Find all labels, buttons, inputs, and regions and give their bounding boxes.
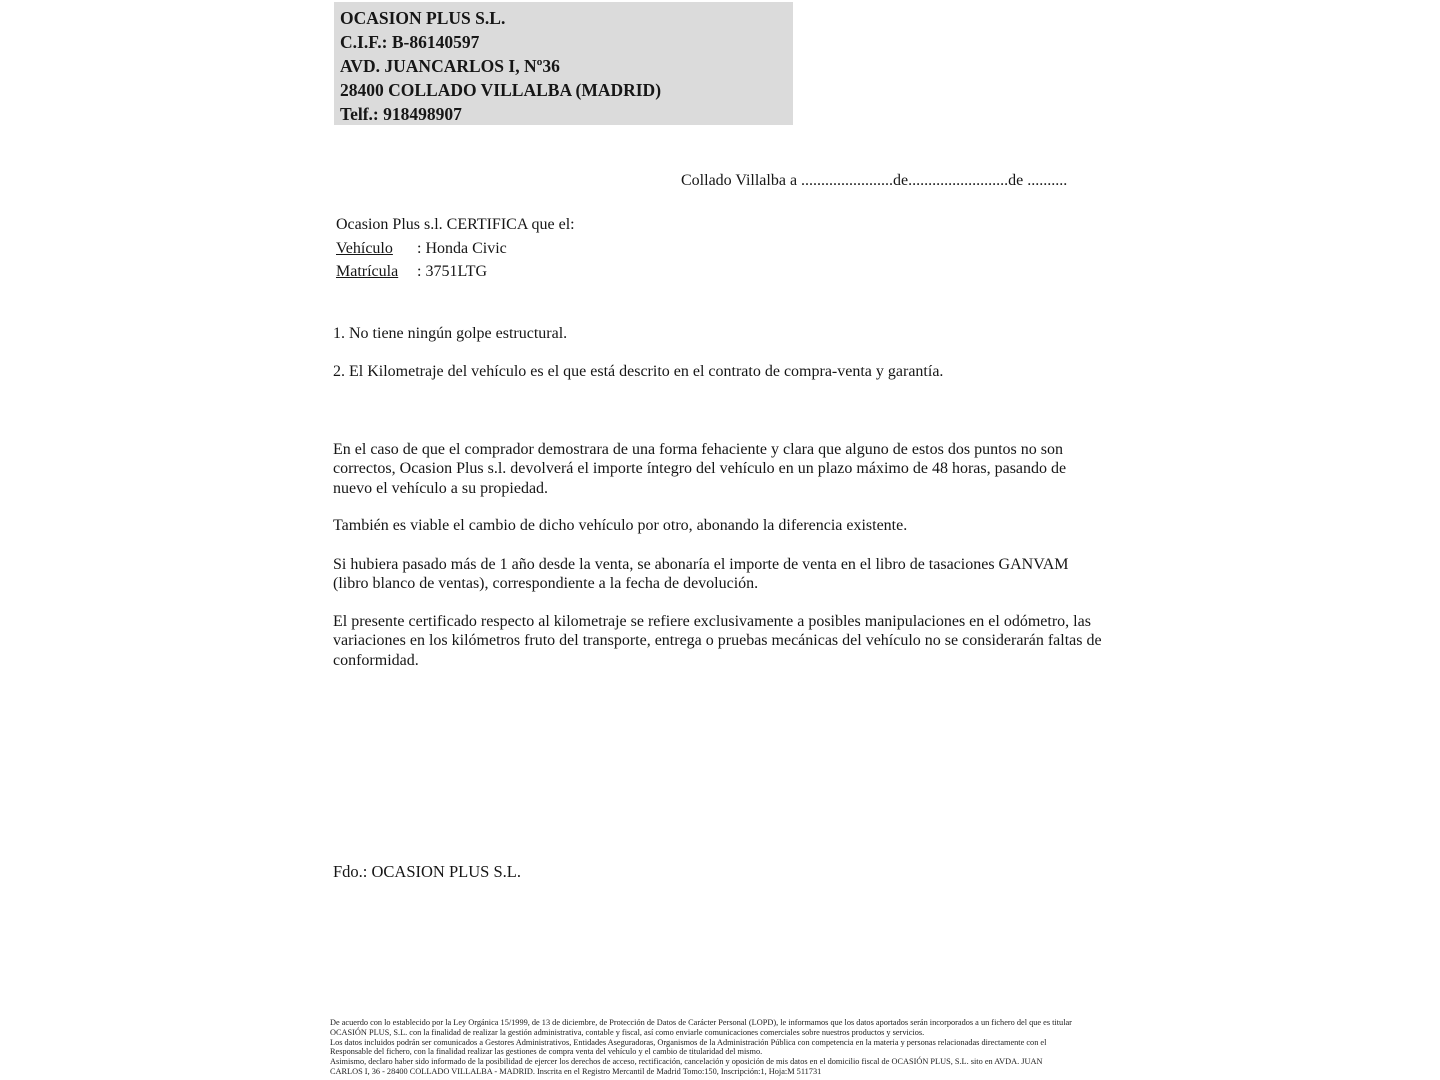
company-city: 28400 COLLADO VILLALBA (MADRID) [340, 80, 662, 100]
statement-structural: 1. No tiene ningún golpe estructural. [333, 325, 568, 342]
paragraph-odometer-disclaimer: El presente certificado respecto al kilometraje se refiere exclusivamente a posibles manipulaciones en el odómetro, las variaciones en los kilómetros fruto del transporte, entrega o pruebas mecánicas del vehículo no se considerarán faltas de conformidad. [333, 613, 1102, 669]
legal-line: Asimismo, declaro haber sido informado de la posibilidad de ejercer los derechos de acceso, rectificación, cancelación y oposición de mis datos en el domicilio fiscal de OCASIÓN PLUS, S.L. sito en AVDA. JUAN [330, 1057, 1043, 1067]
paragraph-exchange-option: También es viable el cambio de dicho vehículo por otro, abonando la diferencia existente. [333, 517, 908, 534]
company-phone: Telf.: 918498907 [340, 104, 462, 124]
company-address: AVD. JUANCARLOS I, Nº36 [340, 56, 560, 76]
paragraph-ganvam-valuation: Si hubiera pasado más de 1 año desde la venta, se abonaría el importe de venta en el libro de tasaciones GANVAM (libro blanco de ventas), correspondiente a la fecha de devolución. [333, 556, 1069, 593]
plate-label: Matrícula [336, 263, 399, 280]
plate-field [336, 263, 487, 281]
legal-line: De acuerdo con lo establecido por la Ley Orgánica 15/1999, de 13 de diciembre, de Protección de Datos de Carácter Personal (LOPD), le informamos que los datos aportados serán incorporados a un fichero del que es titular [330, 1018, 1072, 1027]
legal-line: Los datos incluidos podrán ser comunicados a Gestores Administrativos, Entidades Aseguradoras, Organismos de la Administración Pública con competencia en la materia y personas relacionadas directamente con el [330, 1037, 1047, 1047]
paragraph-refund-policy: En el caso de que el comprador demostrara de una forma fehaciente y clara que alguno de estos dos puntos no son correctos, Ocasion Plus s.l. devolverá el importe íntegro del vehículo en un plazo máximo de 48 horas, pasando de nuevo el vehículo a su propiedad. [333, 441, 1067, 497]
signature-line: Fdo.: OCASION PLUS S.L. [333, 862, 521, 881]
vehicle-value: : Honda Civic [417, 240, 507, 257]
company-header-box [334, 2, 793, 125]
plate-value: : 3751LTG [417, 263, 488, 280]
legal-line: Responsable del fichero, con la finalidad realizar las gestiones de compra venta del vehículo y el cambio de titularidad del mismo. [330, 1047, 763, 1057]
company-name: OCASION PLUS S.L. [340, 8, 506, 28]
company-cif: C.I.F.: B-86140597 [340, 32, 480, 52]
date-line: Collado Villalba a .......................de.........................de .......... [681, 172, 1068, 189]
legal-line: CARLOS I, 36 - 28400 COLLADO VILLALBA - MADRID. Inscrita en el Registro Mercantil de Madrid Tomo:150, Inscripción:1, Hoja:M 511731 [330, 1066, 822, 1076]
vehicle-label: Vehículo [336, 240, 393, 257]
legal-footer [330, 1018, 1430, 1077]
legal-line: OCASIÓN PLUS, S.L. con la finalidad de realizar la gestión administrativa, contable y fiscal, así como enviarle comunicaciones comerciales sobre nuestros productos y servicios. [330, 1027, 925, 1037]
vehicle-field [336, 240, 507, 258]
certification-intro: Ocasion Plus s.l. CERTIFICA que el: [336, 216, 575, 233]
statement-mileage: 2. El Kilometraje del vehículo es el que está descrito en el contrato de compra-venta y garantía. [333, 363, 944, 380]
